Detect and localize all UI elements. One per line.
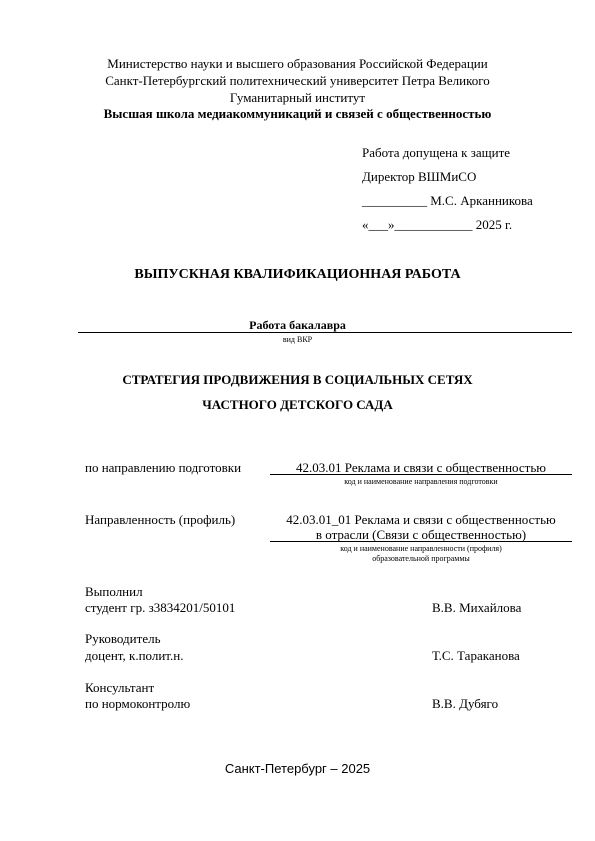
work-type-value: Работа бакалавра [249, 318, 346, 332]
document-title: ВЫПУСКНАЯ КВАЛИФИКАЦИОННАЯ РАБОТА [134, 267, 461, 282]
direction-label: по направлению подготовки [85, 460, 242, 475]
direction-caption: код и наименование направления подготовки [344, 477, 498, 486]
approval-line-2: Директор ВШМиСО [362, 169, 477, 184]
city-year-footer: Санкт-Петербург – 2025 [224, 761, 371, 776]
direction-value: 42.03.01 Реклама и связи с общественностью [296, 460, 546, 475]
signer-role-consultant: Консультант [85, 680, 155, 695]
signer-position-consultant: по нормоконтролю [85, 696, 191, 711]
signer-name-supervisor: Т.С. Тараканова [432, 648, 520, 663]
topic-line-1: СТРАТЕГИЯ ПРОДВИЖЕНИЯ В СОЦИАЛЬНЫХ СЕТЯХ [122, 372, 473, 387]
signer-role-supervisor: Руководитель [85, 631, 161, 646]
work-type-caption: вид ВКР [282, 335, 313, 344]
profile-label: Направленность (профиль) [85, 512, 236, 527]
approval-signature-line: __________ М.С. Арканникова [362, 193, 533, 208]
signer-position-supervisor: доцент, к.полит.н. [85, 648, 184, 663]
signer-name-student: В.В. Михайлова [432, 600, 522, 615]
topic-line-2: ЧАСТНОГО ДЕТСКОГО САДА [202, 397, 393, 412]
direction-underline [270, 474, 572, 475]
ministry-name: Министерство науки и высшего образования Российской Федерации [107, 56, 488, 71]
profile-value-line-1: 42.03.01_01 Реклама и связи с общественностью [286, 512, 556, 527]
work-type-underline [78, 332, 572, 333]
profile-caption-line-1: код и наименование направленности (профиля) [340, 544, 502, 553]
approval-date-line: «___»____________ 2025 г. [362, 217, 513, 232]
profile-value-line-2: в отрасли (Связи с общественностью) [315, 527, 527, 542]
school-name: Высшая школа медиакоммуникаций и связей с общественностью [103, 106, 492, 121]
profile-underline [270, 541, 572, 542]
signer-position-student: студент гр. з3834201/50101 [85, 600, 236, 615]
signer-role-student: Выполнил [85, 584, 143, 599]
approval-line-1: Работа допущена к защите [362, 145, 511, 160]
profile-caption-line-2: образовательной программы [372, 554, 470, 563]
university-name: Санкт-Петербургский политехнический университет Петра Великого [105, 73, 490, 88]
signer-name-consultant: В.В. Дубяго [432, 696, 499, 711]
institute-name: Гуманитарный институт [229, 90, 366, 105]
